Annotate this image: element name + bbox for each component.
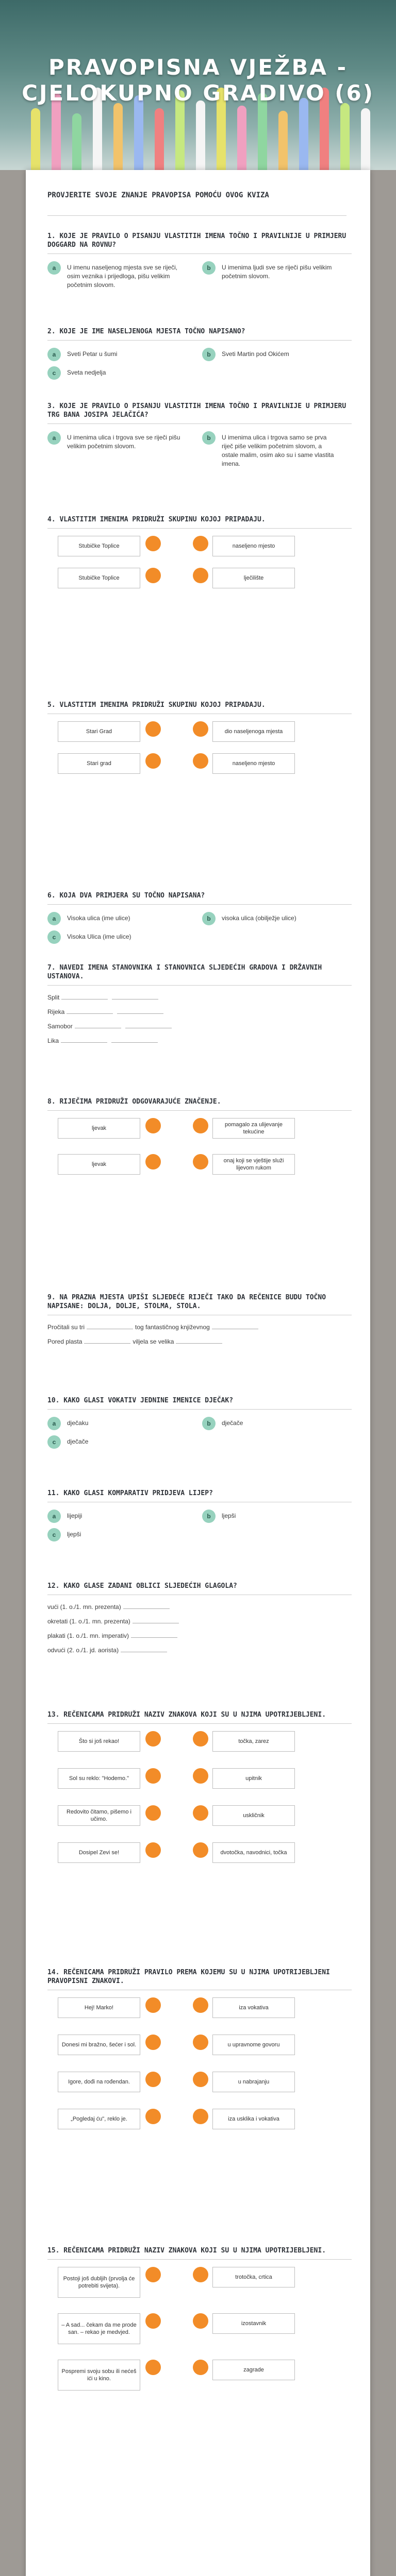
- question-text: 14. REČENICAMA PRIDRUŽI PRAVILO PREMA KOJEMU SU U NJIMA UPOTRIJEBLJENI PRAVOPISNI ZNAKOVI.: [47, 1969, 330, 1985]
- divider: [47, 2259, 352, 2260]
- match-handle[interactable]: [193, 536, 208, 551]
- divider: [47, 904, 352, 905]
- match-right[interactable]: u upravnome govoru: [212, 2035, 295, 2055]
- answer-option-a[interactable]: [47, 912, 182, 925]
- fill-label: Samobor: [47, 1023, 73, 1030]
- option-text: U imenima ulica i trgova sve se riječi pišu velikim početnim slovom.: [67, 434, 180, 450]
- blank-input[interactable]: [87, 1323, 133, 1329]
- answer-option-c[interactable]: [47, 1528, 182, 1541]
- chalk-decoration: [134, 95, 143, 170]
- blank-input[interactable]: [121, 1646, 167, 1652]
- match-right[interactable]: uskličnik: [212, 1805, 295, 1826]
- blank-input[interactable]: [123, 1602, 170, 1609]
- match-handle[interactable]: [193, 2267, 208, 2282]
- question-text: 15. REČENICAMA PRIDRUŽI NAZIV ZNAKOVA KOJI SU U NJIMA UPOTRIJEBLJENI.: [47, 2247, 326, 2255]
- option-text: Visoka Ulica (ime ulice): [67, 933, 131, 940]
- divider: [47, 1723, 352, 1724]
- fill-row: [47, 1323, 352, 1332]
- match-right[interactable]: naseljeno mjesto: [212, 536, 295, 556]
- match-left[interactable]: Stubičke Toplice: [58, 568, 140, 588]
- option-text: Sveti Martin pod Okićem: [222, 350, 289, 358]
- option-letter: a: [47, 1510, 61, 1523]
- match-right[interactable]: iza usklika i vokativa: [212, 2109, 295, 2129]
- question-text: 6. KOJA DVA PRIMJERA SU TOČNO NAPISANA?: [47, 892, 205, 900]
- answer-option-b[interactable]: [202, 912, 336, 925]
- match-pair: [58, 2072, 326, 2098]
- question-text: 1. KOJE JE PRAVILO O PISANJU VLASTITIH IMENA TOČNO I PRAVILNIJE U PRIMJERU DOGGARD NA ROVNU?: [47, 232, 346, 249]
- fill-row: [47, 1617, 352, 1626]
- match-handle[interactable]: [145, 1118, 161, 1133]
- hero-banner: [0, 0, 396, 170]
- match-pair: [58, 536, 326, 563]
- question-text: 12. KAKO GLASE ZADANI OBLICI SLJEDEĆIH GLAGOLA?: [47, 1582, 237, 1590]
- answer-option-c[interactable]: [47, 930, 182, 944]
- question-9: [47, 1293, 352, 1351]
- fill-text: tog fantastičnog književnog: [135, 1324, 210, 1331]
- option-text: Sveti Petar u šumi: [67, 350, 118, 358]
- chalk-decoration: [237, 106, 246, 170]
- match-handle[interactable]: [145, 1731, 161, 1747]
- chalk-decoration: [72, 113, 81, 170]
- match-handle[interactable]: [193, 753, 208, 769]
- blank-input[interactable]: [75, 1022, 121, 1028]
- chalk-decoration: [361, 108, 370, 170]
- answer-option-b[interactable]: [202, 348, 336, 361]
- blank-input[interactable]: [133, 1617, 179, 1623]
- match-right[interactable]: onaj koji se vještije služi lijevom rukom: [212, 1154, 295, 1175]
- match-pair: [58, 2035, 326, 2061]
- option-letter: c: [47, 366, 61, 380]
- match-handle[interactable]: [145, 568, 161, 583]
- option-text: Visoka ulica (ime ulice): [67, 914, 130, 922]
- match-left[interactable]: Postoji još dubljih (prvolja će potrebiti svijeta).: [58, 2267, 140, 2298]
- option-letter: a: [47, 261, 61, 275]
- option-letter: b: [202, 1417, 216, 1430]
- question-4: [47, 515, 352, 608]
- match-handle[interactable]: [193, 721, 208, 737]
- option-letter: c: [47, 1528, 61, 1541]
- question-text: 4. VLASTITIM IMENIMA PRIDRUŽI SKUPINU KOJOJ PRIPADAJU.: [47, 516, 266, 523]
- option-letter: b: [202, 1510, 216, 1523]
- match-handle[interactable]: [145, 721, 161, 737]
- answer-option-c[interactable]: [47, 1435, 182, 1449]
- match-pair: [58, 1154, 326, 1181]
- match-left[interactable]: Sol su reklo: "Hodemo.": [58, 1768, 140, 1789]
- match-pair: [58, 1997, 326, 2024]
- option-letter: a: [47, 1417, 61, 1430]
- blank-input[interactable]: [61, 1036, 107, 1043]
- answer-option-a[interactable]: [47, 261, 182, 290]
- match-handle[interactable]: [145, 2267, 161, 2282]
- match-handle[interactable]: [145, 536, 161, 551]
- option-text: visoka ulica (obilježje ulice): [222, 914, 296, 922]
- answer-option-b[interactable]: [202, 1417, 336, 1430]
- match-handle[interactable]: [193, 1118, 208, 1133]
- blank-input[interactable]: [61, 993, 108, 999]
- match-right[interactable]: dio naseljenoga mjesta: [212, 721, 295, 742]
- match-handle[interactable]: [193, 2072, 208, 2087]
- match-left[interactable]: Dosipel Zevi se!: [58, 1842, 140, 1863]
- match-pair: [58, 1118, 326, 1145]
- fill-row: [47, 1631, 352, 1640]
- answer-option-c[interactable]: [47, 366, 182, 380]
- chalk-decoration: [299, 98, 308, 170]
- match-pair: [58, 2360, 326, 2386]
- answer-option-a[interactable]: [47, 348, 182, 361]
- match-pair: [58, 1842, 326, 1869]
- question-6: [47, 891, 352, 948]
- question-text: 3. KOJE JE PRAVILO O PISANJU VLASTITIH IMENA TOČNO I PRAVILNIJE U PRIMJERU TRG BANA JOSIPA JELAČIĆA?: [47, 402, 346, 419]
- fill-row: [47, 1646, 352, 1655]
- option-letter: a: [47, 348, 61, 361]
- option-text: U imenu naseljenog mjesta sve se riječi, osim veznika i prijedloga, pišu velikim početnim slovom.: [67, 264, 178, 289]
- fill-text: viljela se velika: [133, 1338, 174, 1345]
- match-handle[interactable]: [193, 568, 208, 583]
- match-pair: [58, 568, 326, 595]
- blank-input[interactable]: [117, 1007, 163, 1014]
- match-left[interactable]: Što si još rekao!: [58, 1731, 140, 1752]
- match-right[interactable]: iza vokativa: [212, 1997, 295, 2018]
- blank-input[interactable]: [176, 1337, 222, 1344]
- option-text: dječaku: [67, 1419, 89, 1427]
- question-13: [47, 1710, 352, 1886]
- match-pair: [58, 753, 326, 780]
- match-handle[interactable]: [145, 1768, 161, 1784]
- match-right[interactable]: pomagalo za ulijevanje tekućine: [212, 1118, 295, 1139]
- match-left[interactable]: Pospremi svoju sobu ili nećeš ići u kino.: [58, 2360, 140, 2391]
- match-handle[interactable]: [193, 1731, 208, 1747]
- question-2: [47, 327, 352, 384]
- match-pair: [58, 1731, 326, 1758]
- divider: [47, 528, 352, 529]
- match-handle[interactable]: [193, 1842, 208, 1858]
- blank-input[interactable]: [67, 1007, 113, 1014]
- match-pair: [58, 721, 326, 748]
- option-letter: c: [47, 1435, 61, 1449]
- match-pair: [58, 2109, 326, 2136]
- match-handle[interactable]: [145, 1842, 161, 1858]
- match-left[interactable]: „Pogledaj ću", reklo je.: [58, 2109, 140, 2129]
- fill-text: Pored plasta: [47, 1338, 82, 1345]
- question-text: 2. KOJE JE IME NASELJENOGA MJESTA TOČNO NAPISANO?: [47, 328, 245, 335]
- option-text: dječače: [67, 1438, 89, 1445]
- match-right[interactable]: dvotočka, navodnici, točka: [212, 1842, 295, 1863]
- match-left[interactable]: Stari Grad: [58, 721, 140, 742]
- match-left[interactable]: Stari grad: [58, 753, 140, 774]
- fill-text: Pročitali su tri: [47, 1324, 85, 1331]
- fill-label: plakati (1. o./1. mn. imperativ): [47, 1632, 129, 1639]
- question-text: 13. REČENICAMA PRIDRUŽI NAZIV ZNAKOVA KOJI SU U NJIMA UPOTRIJEBLJENI.: [47, 1711, 326, 1719]
- divider: [47, 253, 352, 254]
- match-pair: [58, 1805, 326, 1832]
- match-handle[interactable]: [145, 1997, 161, 2013]
- fill-row: [47, 1007, 352, 1016]
- match-left[interactable]: Igore, dođi na rođendan.: [58, 2072, 140, 2092]
- answer-option-b[interactable]: [202, 1510, 336, 1523]
- fill-row: [47, 1036, 352, 1045]
- divider: [47, 985, 352, 986]
- answer-option-a[interactable]: [47, 1510, 182, 1523]
- answer-option-b[interactable]: [202, 261, 336, 281]
- match-left[interactable]: Donesi mi bražno, šećer i sol.: [58, 2035, 140, 2055]
- question-text: 7. NAVEDI IMENA STANOVNIKA I STANOVNICA SLJEDEĆIH GRADOVA I DRŽAVNIH USTANOVA.: [47, 964, 322, 980]
- question-3: [47, 402, 352, 503]
- match-right[interactable]: zagrade: [212, 2360, 295, 2380]
- fill-row: [47, 1337, 352, 1346]
- match-left[interactable]: Stubičke Toplice: [58, 536, 140, 556]
- match-handle[interactable]: [193, 1805, 208, 1821]
- match-handle[interactable]: [145, 2035, 161, 2050]
- match-handle[interactable]: [145, 753, 161, 769]
- match-handle[interactable]: [145, 2072, 161, 2087]
- match-pair: [58, 2313, 326, 2340]
- match-pair: [58, 2267, 326, 2294]
- blank-input[interactable]: [212, 1323, 258, 1329]
- question-text: 9. NA PRAZNA MJESTA UPIŠI SLJEDEĆE RIJEČI TAKO DA REČENICE BUDU TOČNO NAPISANE: DOLJA, DOLJE, STOLMA, STOLA.: [47, 1294, 326, 1310]
- divider: [47, 1409, 352, 1410]
- blank-input[interactable]: [131, 1631, 177, 1638]
- chalk-decoration: [340, 103, 350, 170]
- question-11: [47, 1489, 352, 1546]
- match-handle[interactable]: [193, 2313, 208, 2329]
- intro-text: PROVJERITE SVOJE ZNANJE PRAVOPISA POMOĆU OVOG KVIZA: [47, 191, 269, 199]
- option-text: U imenima ulica i trgova samo se prva riječ piše velikim početnim slovom, a ostale malim, osim ako su i same vlastita imena.: [222, 434, 334, 467]
- match-left[interactable]: ljevak: [58, 1154, 140, 1175]
- match-handle[interactable]: [145, 2313, 161, 2329]
- option-letter: b: [202, 261, 216, 275]
- option-text: ljepši: [67, 1531, 81, 1538]
- option-text: dječače: [222, 1419, 243, 1427]
- match-handle[interactable]: [193, 1154, 208, 1170]
- option-text: U imenima ljudi sve se riječi pišu velikim početnim slovom.: [222, 264, 332, 280]
- question-8: [47, 1097, 352, 1200]
- match-left[interactable]: Hej! Marko!: [58, 1997, 140, 2018]
- match-right[interactable]: upitnik: [212, 1768, 295, 1789]
- fill-row: [47, 1602, 352, 1612]
- match-handle[interactable]: [193, 1997, 208, 2013]
- fill-label: okretati (1. o./1. mn. prezenta): [47, 1618, 130, 1625]
- match-pair: [58, 1768, 326, 1795]
- divider: [47, 423, 352, 424]
- chalk-decoration: [155, 108, 164, 170]
- question-text: 10. KAKO GLASI VOKATIV JEDNINE IMENICE DJEČAK?: [47, 1397, 234, 1404]
- fill-label: odvući (2. o./1. jd. aorista): [47, 1647, 119, 1654]
- question-15: [47, 2246, 352, 2421]
- question-5: [47, 701, 352, 793]
- match-handle[interactable]: [193, 2035, 208, 2050]
- option-text: ljepši: [222, 1512, 236, 1519]
- question-text: 8. RIJEČIMA PRIDRUŽI ODGOVARAJUĆE ZNAČENJE.: [47, 1098, 221, 1106]
- match-handle[interactable]: [193, 1768, 208, 1784]
- question-14: [47, 1968, 352, 2152]
- blank-input[interactable]: [112, 993, 158, 999]
- option-letter: c: [47, 930, 61, 944]
- divider: [47, 215, 346, 216]
- match-handle[interactable]: [145, 1154, 161, 1170]
- match-left[interactable]: – A sad... čekam da me prode san. – rekao je medvjed.: [58, 2313, 140, 2344]
- blank-input[interactable]: [111, 1036, 158, 1043]
- chalk-decoration: [196, 100, 205, 170]
- option-letter: a: [47, 431, 61, 445]
- chalk-decoration: [31, 108, 40, 170]
- question-text: 5. VLASTITIM IMENIMA PRIDRUŽI SKUPINU KOJOJ PRIPADAJU.: [47, 701, 266, 709]
- match-left[interactable]: Redovito čitamo, pišemo i učimo.: [58, 1805, 140, 1826]
- answer-option-a[interactable]: [47, 431, 182, 451]
- question-10: [47, 1396, 352, 1453]
- question-text: 11. KAKO GLASI KOMPARATIV PRIDJEVA LIJEP?: [47, 1489, 213, 1497]
- match-handle[interactable]: [145, 2360, 161, 2375]
- fill-label: Rijeka: [47, 1008, 65, 1015]
- fill-label: Split: [47, 994, 60, 1001]
- match-left[interactable]: ljevak: [58, 1118, 140, 1139]
- match-right[interactable]: izostavnik: [212, 2313, 295, 2334]
- option-text: Sveta nedjelja: [67, 369, 106, 376]
- fill-row: [47, 1022, 352, 1031]
- answer-option-b[interactable]: [202, 431, 336, 468]
- question-7: [47, 963, 352, 1050]
- option-letter: b: [202, 431, 216, 445]
- fill-label: Lika: [47, 1037, 59, 1044]
- match-right[interactable]: naseljeno mjesto: [212, 753, 295, 774]
- chalk-decoration: [113, 103, 123, 170]
- option-letter: b: [202, 912, 216, 925]
- question-12: [47, 1582, 352, 1660]
- quiz-card: [26, 170, 370, 2576]
- blank-input[interactable]: [84, 1337, 130, 1344]
- match-right[interactable]: u nabrajanju: [212, 2072, 295, 2092]
- divider: [47, 1110, 352, 1111]
- blank-input[interactable]: [125, 1022, 172, 1028]
- option-letter: b: [202, 348, 216, 361]
- question-1: [47, 232, 352, 318]
- answer-option-a[interactable]: [47, 1417, 182, 1430]
- fill-label: vući (1. o./1. mn. prezenta): [47, 1603, 121, 1611]
- option-letter: a: [47, 912, 61, 925]
- divider: [47, 340, 352, 341]
- chalk-decoration: [278, 111, 288, 170]
- option-text: lijepiji: [67, 1512, 82, 1519]
- match-handle[interactable]: [145, 2109, 161, 2124]
- match-handle[interactable]: [145, 1805, 161, 1821]
- fill-row: [47, 993, 352, 1002]
- match-handle[interactable]: [193, 2109, 208, 2124]
- match-handle[interactable]: [193, 2360, 208, 2375]
- match-right[interactable]: točka, zarez: [212, 1731, 295, 1752]
- match-right[interactable]: lječilište: [212, 568, 295, 588]
- match-right[interactable]: trotočka, crtica: [212, 2267, 295, 2287]
- page-title: PRAVOPISNA VJEŽBA - CJELOKUPNO GRADIVO (6): [22, 55, 374, 106]
